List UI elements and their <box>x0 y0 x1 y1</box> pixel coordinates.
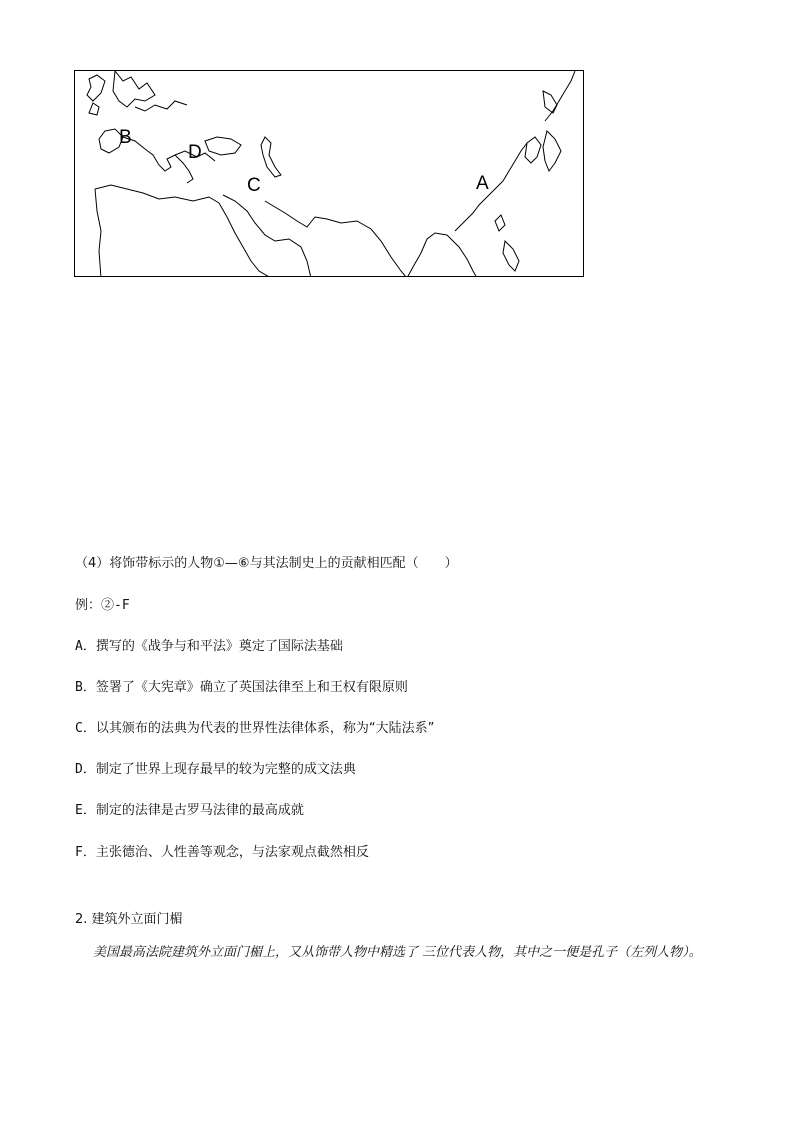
map-label-c: C <box>247 175 261 196</box>
map-label-d: D <box>188 142 202 163</box>
option-f-key: F． <box>75 845 96 860</box>
option-e-key: E． <box>75 803 96 818</box>
coastline-map <box>75 71 584 277</box>
option-c-text: 以其颁布的法典为代表的世界性法律体系，称为“大陆法系” <box>95 721 435 736</box>
option-a-key: A． <box>75 639 96 654</box>
world-map <box>74 70 584 277</box>
option-c <box>75 721 434 737</box>
option-e <box>75 803 304 819</box>
option-c-key: C． <box>75 721 96 736</box>
map-label-b: B <box>119 127 132 148</box>
option-b-key: B． <box>75 680 96 695</box>
option-d-text: 制定了世界上现存最早的较为完整的成文法典 <box>95 762 356 777</box>
option-a-text: 撰写的《战争与和平法》奠定了国际法基础 <box>95 639 343 654</box>
section-2-paragraph: 美国最高法院建筑外立面门楣上，又从饰带人物中精选了 三位代表人物，其中之一便是孔子（左列人物）。 <box>93 945 702 960</box>
option-f <box>75 845 369 861</box>
option-a <box>75 639 343 655</box>
option-b-text: 签署了《大宪章》确立了英国法律至上和王权有限原则 <box>95 680 408 695</box>
option-d-key: D． <box>75 762 96 777</box>
section-2-heading: 2. 建筑外立面门楣 <box>75 912 183 927</box>
option-e-text: 制定的法律是古罗马法律的最高成就 <box>95 803 304 818</box>
option-d <box>75 762 356 778</box>
map-label-a: A <box>476 173 489 194</box>
question-4-prompt: （4）将饰带标示的人物①—⑥与其法制史上的贡献相匹配（ ） <box>75 556 458 571</box>
option-f-text: 主张德治、人性善等观念，与法家观点截然相反 <box>95 845 369 860</box>
example-line: 例：②-F <box>75 598 130 613</box>
option-b <box>75 680 408 696</box>
